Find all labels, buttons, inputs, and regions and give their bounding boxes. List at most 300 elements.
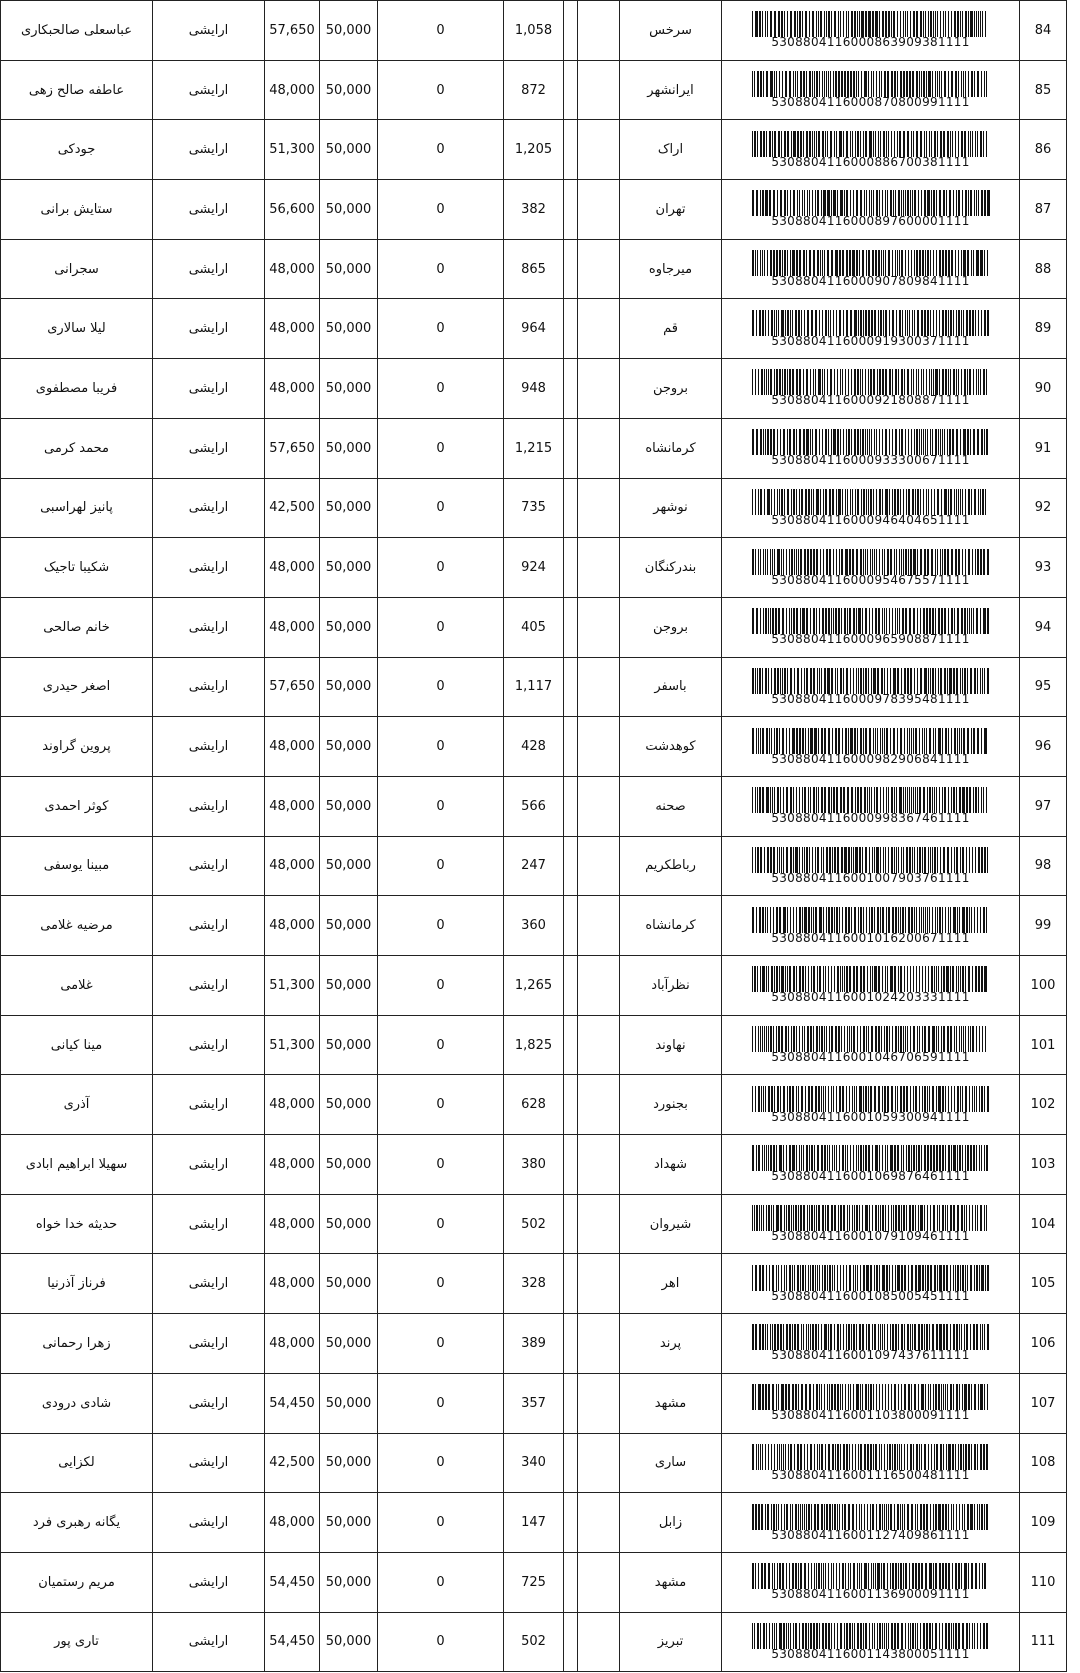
- base-amount-cell: 50,000: [320, 836, 378, 896]
- code-cell: 428: [504, 717, 564, 777]
- city-cell: پرند: [620, 1314, 722, 1374]
- table-row: [1, 1015, 1067, 1075]
- city-cell: بندرکنگان: [620, 538, 722, 598]
- barcode-cell: [722, 1373, 1020, 1433]
- recipient-name-cell: خانم صالحی: [1, 597, 153, 657]
- table-row: [1, 299, 1067, 359]
- barcode-icon: [752, 966, 990, 992]
- city-cell: ایرانشهر: [620, 60, 722, 120]
- price-cell: 48,000: [265, 60, 320, 120]
- category-cell: ارایشی: [153, 1373, 265, 1433]
- code-cell: 247: [504, 836, 564, 896]
- row-number-cell: 101: [1020, 1015, 1067, 1075]
- table-row: [1, 239, 1067, 299]
- table-row: [1, 1373, 1067, 1433]
- code-cell: 628: [504, 1075, 564, 1135]
- barcode-icon: [752, 1145, 990, 1171]
- barcode-cell: [722, 538, 1020, 598]
- code-cell: 382: [504, 180, 564, 240]
- recipient-name-cell: فریبا مصطفوی: [1, 359, 153, 419]
- zero-value-cell: 0: [378, 1015, 504, 1075]
- code-cell: 1,825: [504, 1015, 564, 1075]
- recipient-name-cell: ستایش برانی: [1, 180, 153, 240]
- city-cell: باسفر: [620, 657, 722, 717]
- barcode-cell: [722, 1493, 1020, 1553]
- row-number-cell: 105: [1020, 1254, 1067, 1314]
- city-cell: تهران: [620, 180, 722, 240]
- barcode-number: 5308804116000982906841111: [771, 751, 970, 766]
- zero-value-cell: 0: [378, 1612, 504, 1672]
- empty-cell: [564, 1612, 578, 1672]
- barcode-cell: [722, 1, 1020, 61]
- barcode-number: 5308804116000919300371111: [771, 333, 970, 348]
- empty-cell: [564, 1373, 578, 1433]
- category-cell: ارایشی: [153, 1314, 265, 1374]
- price-cell: 48,000: [265, 1493, 320, 1553]
- table-row: [1, 717, 1067, 777]
- table-row: [1, 956, 1067, 1016]
- row-number-cell: 104: [1020, 1194, 1067, 1254]
- empty-cell: [564, 1015, 578, 1075]
- barcode-icon: [752, 787, 990, 813]
- recipient-name-cell: حدیثه خدا خواه: [1, 1194, 153, 1254]
- barcode-icon: [752, 489, 990, 515]
- row-number-cell: 96: [1020, 717, 1067, 777]
- row-number-cell: 108: [1020, 1433, 1067, 1493]
- city-cell: سرخس: [620, 1, 722, 61]
- barcode-icon: [752, 369, 990, 395]
- empty-cell: [564, 538, 578, 598]
- price-cell: 42,500: [265, 1433, 320, 1493]
- barcode-icon: [752, 250, 990, 276]
- empty-cell: [564, 836, 578, 896]
- zero-value-cell: 0: [378, 418, 504, 478]
- empty-cell: [564, 597, 578, 657]
- price-cell: 51,300: [265, 956, 320, 1016]
- empty-cell: [578, 896, 620, 956]
- city-cell: رباطکریم: [620, 836, 722, 896]
- code-cell: 1,117: [504, 657, 564, 717]
- barcode-cell: [722, 299, 1020, 359]
- category-cell: ارایشی: [153, 597, 265, 657]
- recipient-name-cell: مبینا یوسفی: [1, 836, 153, 896]
- barcode-number: 5308804116001046706591111: [771, 1050, 970, 1065]
- empty-cell: [578, 1075, 620, 1135]
- barcode-number: 5308804116000863909381111: [771, 35, 970, 50]
- empty-cell: [578, 180, 620, 240]
- barcode-cell: [722, 359, 1020, 419]
- category-cell: ارایشی: [153, 359, 265, 419]
- barcode-icon: [752, 1384, 990, 1410]
- empty-cell: [564, 1314, 578, 1374]
- city-cell: مشهد: [620, 1552, 722, 1612]
- zero-value-cell: 0: [378, 896, 504, 956]
- base-amount-cell: 50,000: [320, 60, 378, 120]
- barcode-cell: [722, 1075, 1020, 1135]
- row-number-cell: 93: [1020, 538, 1067, 598]
- price-cell: 48,000: [265, 896, 320, 956]
- empty-cell: [578, 1373, 620, 1433]
- barcode-number: 5308804116000933300671111: [771, 453, 970, 468]
- base-amount-cell: 50,000: [320, 657, 378, 717]
- row-number-cell: 98: [1020, 836, 1067, 896]
- barcode-cell: [722, 60, 1020, 120]
- recipient-name-cell: جودکی: [1, 120, 153, 180]
- empty-cell: [564, 299, 578, 359]
- category-cell: ارایشی: [153, 717, 265, 777]
- base-amount-cell: 50,000: [320, 478, 378, 538]
- barcode-icon: [752, 1026, 990, 1052]
- city-cell: ساری: [620, 1433, 722, 1493]
- row-number-cell: 97: [1020, 776, 1067, 836]
- city-cell: نوشهر: [620, 478, 722, 538]
- table-row: [1, 1135, 1067, 1195]
- base-amount-cell: 50,000: [320, 1433, 378, 1493]
- table-row: [1, 1493, 1067, 1553]
- empty-cell: [578, 956, 620, 1016]
- base-amount-cell: 50,000: [320, 239, 378, 299]
- barcode-icon: [752, 11, 990, 37]
- category-cell: ارایشی: [153, 239, 265, 299]
- table-row: [1, 776, 1067, 836]
- empty-cell: [578, 478, 620, 538]
- table-row: [1, 1194, 1067, 1254]
- table-row: [1, 180, 1067, 240]
- code-cell: 1,265: [504, 956, 564, 1016]
- base-amount-cell: 50,000: [320, 538, 378, 598]
- row-number-cell: 99: [1020, 896, 1067, 956]
- table-row: [1, 1314, 1067, 1374]
- empty-cell: [564, 1075, 578, 1135]
- table-row: [1, 418, 1067, 478]
- recipient-name-cell: آذری: [1, 1075, 153, 1135]
- category-cell: ارایشی: [153, 776, 265, 836]
- empty-cell: [578, 239, 620, 299]
- city-cell: شیروان: [620, 1194, 722, 1254]
- empty-cell: [564, 1135, 578, 1195]
- base-amount-cell: 50,000: [320, 180, 378, 240]
- barcode-number: 5308804116001136900091111: [771, 1587, 970, 1602]
- recipient-name-cell: لیلا سالاری: [1, 299, 153, 359]
- code-cell: 725: [504, 1552, 564, 1612]
- barcode-icon: [752, 131, 990, 157]
- city-cell: بروجن: [620, 597, 722, 657]
- city-cell: بروجن: [620, 359, 722, 419]
- barcode-icon: [752, 190, 990, 216]
- code-cell: 502: [504, 1612, 564, 1672]
- base-amount-cell: 50,000: [320, 956, 378, 1016]
- base-amount-cell: 50,000: [320, 896, 378, 956]
- barcode-icon: [752, 608, 990, 634]
- table-row: [1, 120, 1067, 180]
- city-cell: نظرآباد: [620, 956, 722, 1016]
- price-cell: 48,000: [265, 1314, 320, 1374]
- recipient-name-cell: یگانه رهبری فرد: [1, 1493, 153, 1553]
- barcode-number: 5308804116000907809841111: [771, 274, 970, 289]
- table-row: [1, 359, 1067, 419]
- table-row: [1, 60, 1067, 120]
- recipient-name-cell: پروین گراوند: [1, 717, 153, 777]
- row-number-cell: 103: [1020, 1135, 1067, 1195]
- category-cell: ارایشی: [153, 657, 265, 717]
- base-amount-cell: 50,000: [320, 1254, 378, 1314]
- zero-value-cell: 0: [378, 776, 504, 836]
- price-cell: 48,000: [265, 239, 320, 299]
- row-number-cell: 102: [1020, 1075, 1067, 1135]
- city-cell: اهر: [620, 1254, 722, 1314]
- empty-cell: [564, 239, 578, 299]
- barcode-number: 5308804116000998367461111: [771, 811, 970, 826]
- zero-value-cell: 0: [378, 478, 504, 538]
- row-number-cell: 94: [1020, 597, 1067, 657]
- empty-cell: [564, 359, 578, 419]
- table-row: [1, 1075, 1067, 1135]
- category-cell: ارایشی: [153, 1075, 265, 1135]
- barcode-number: 5308804116001085005451111: [771, 1288, 970, 1303]
- recipient-name-cell: سجرانی: [1, 239, 153, 299]
- empty-cell: [564, 657, 578, 717]
- empty-cell: [578, 538, 620, 598]
- empty-cell: [578, 836, 620, 896]
- city-cell: اراک: [620, 120, 722, 180]
- barcode-icon: [752, 1086, 990, 1112]
- zero-value-cell: 0: [378, 239, 504, 299]
- barcode-number: 5308804116001103800091111: [771, 1408, 970, 1423]
- recipient-name-cell: شادی درودی: [1, 1373, 153, 1433]
- code-cell: 1,058: [504, 1, 564, 61]
- row-number-cell: 87: [1020, 180, 1067, 240]
- barcode-number: 5308804116001079109461111: [771, 1229, 970, 1244]
- price-cell: 48,000: [265, 1135, 320, 1195]
- recipient-name-cell: تاری پور: [1, 1612, 153, 1672]
- code-cell: 1,215: [504, 418, 564, 478]
- barcode-icon: [752, 1563, 990, 1589]
- zero-value-cell: 0: [378, 538, 504, 598]
- recipient-name-cell: سهیلا ابراهیم ابادی: [1, 1135, 153, 1195]
- category-cell: ارایشی: [153, 180, 265, 240]
- category-cell: ارایشی: [153, 538, 265, 598]
- price-cell: 48,000: [265, 1254, 320, 1314]
- empty-cell: [578, 1552, 620, 1612]
- code-cell: 389: [504, 1314, 564, 1374]
- price-cell: 48,000: [265, 1194, 320, 1254]
- barcode-icon: [752, 668, 990, 694]
- empty-cell: [578, 120, 620, 180]
- zero-value-cell: 0: [378, 1254, 504, 1314]
- empty-cell: [578, 1612, 620, 1672]
- price-cell: 48,000: [265, 597, 320, 657]
- zero-value-cell: 0: [378, 717, 504, 777]
- empty-cell: [578, 359, 620, 419]
- price-cell: 48,000: [265, 538, 320, 598]
- recipient-name-cell: مینا کیانی: [1, 1015, 153, 1075]
- barcode-number: 5308804116000965908871111: [771, 632, 970, 647]
- category-cell: ارایشی: [153, 1433, 265, 1493]
- city-cell: کوهدشت: [620, 717, 722, 777]
- category-cell: ارایشی: [153, 1015, 265, 1075]
- base-amount-cell: 50,000: [320, 1314, 378, 1374]
- price-cell: 51,300: [265, 120, 320, 180]
- barcode-cell: [722, 1015, 1020, 1075]
- barcode-number: 5308804116001116500481111: [771, 1467, 970, 1482]
- barcode-icon: [752, 310, 990, 336]
- empty-cell: [578, 60, 620, 120]
- recipient-name-cell: غلامی: [1, 956, 153, 1016]
- base-amount-cell: 50,000: [320, 597, 378, 657]
- row-number-cell: 107: [1020, 1373, 1067, 1433]
- empty-cell: [578, 1194, 620, 1254]
- price-cell: 48,000: [265, 836, 320, 896]
- category-cell: ارایشی: [153, 1612, 265, 1672]
- zero-value-cell: 0: [378, 1135, 504, 1195]
- barcode-number: 5308804116001016200671111: [771, 930, 970, 945]
- recipient-name-cell: عاطفه صالح زهی: [1, 60, 153, 120]
- category-cell: ارایشی: [153, 1254, 265, 1314]
- table-row: [1, 836, 1067, 896]
- empty-cell: [564, 120, 578, 180]
- code-cell: 735: [504, 478, 564, 538]
- base-amount-cell: 50,000: [320, 418, 378, 478]
- category-cell: ارایشی: [153, 418, 265, 478]
- price-cell: 54,450: [265, 1373, 320, 1433]
- zero-value-cell: 0: [378, 1314, 504, 1374]
- city-cell: مشهد: [620, 1373, 722, 1433]
- price-cell: 48,000: [265, 359, 320, 419]
- base-amount-cell: 50,000: [320, 299, 378, 359]
- row-number-cell: 95: [1020, 657, 1067, 717]
- table-row: [1, 478, 1067, 538]
- barcode-cell: [722, 1433, 1020, 1493]
- recipient-name-cell: اصغر حیدری: [1, 657, 153, 717]
- empty-cell: [578, 597, 620, 657]
- price-cell: 42,500: [265, 478, 320, 538]
- barcode-cell: [722, 1314, 1020, 1374]
- barcode-icon: [752, 728, 990, 754]
- barcode-number: 5308804116001007903761111: [771, 870, 970, 885]
- category-cell: ارایشی: [153, 1552, 265, 1612]
- base-amount-cell: 50,000: [320, 1015, 378, 1075]
- empty-cell: [578, 717, 620, 777]
- empty-cell: [564, 1493, 578, 1553]
- category-cell: ارایشی: [153, 1, 265, 61]
- barcode-number: 5308804116000921808871111: [771, 393, 970, 408]
- category-cell: ارایشی: [153, 478, 265, 538]
- city-cell: شهداد: [620, 1135, 722, 1195]
- category-cell: ارایشی: [153, 60, 265, 120]
- empty-cell: [564, 418, 578, 478]
- table-body: [1, 1, 1067, 1672]
- barcode-cell: [722, 1612, 1020, 1672]
- zero-value-cell: 0: [378, 1493, 504, 1553]
- code-cell: 924: [504, 538, 564, 598]
- barcode-icon: [752, 429, 990, 455]
- code-cell: 328: [504, 1254, 564, 1314]
- code-cell: 360: [504, 896, 564, 956]
- row-number-cell: 90: [1020, 359, 1067, 419]
- empty-cell: [578, 1015, 620, 1075]
- price-cell: 54,450: [265, 1552, 320, 1612]
- price-cell: 48,000: [265, 1075, 320, 1135]
- barcode-number: 5308804116000870800991111: [771, 95, 970, 110]
- barcode-number: 5308804116001143800051111: [771, 1646, 970, 1661]
- zero-value-cell: 0: [378, 1433, 504, 1493]
- barcode-number: 5308804116001069876461111: [771, 1169, 970, 1184]
- code-cell: 948: [504, 359, 564, 419]
- empty-cell: [578, 1135, 620, 1195]
- base-amount-cell: 50,000: [320, 1135, 378, 1195]
- zero-value-cell: 0: [378, 956, 504, 1016]
- barcode-cell: [722, 1194, 1020, 1254]
- barcode-number: 5308804116000946404651111: [771, 512, 970, 527]
- barcode-number: 5308804116000897600001111: [771, 214, 970, 229]
- zero-value-cell: 0: [378, 180, 504, 240]
- row-number-cell: 110: [1020, 1552, 1067, 1612]
- category-cell: ارایشی: [153, 120, 265, 180]
- code-cell: 380: [504, 1135, 564, 1195]
- empty-cell: [564, 1433, 578, 1493]
- price-cell: 51,300: [265, 1015, 320, 1075]
- recipient-name-cell: پانیز لهراسبی: [1, 478, 153, 538]
- barcode-number: 5308804116000886700381111: [771, 154, 970, 169]
- category-cell: ارایشی: [153, 1135, 265, 1195]
- price-cell: 54,450: [265, 1612, 320, 1672]
- recipient-name-cell: مرضیه غلامی: [1, 896, 153, 956]
- price-cell: 57,650: [265, 1, 320, 61]
- category-cell: ارایشی: [153, 956, 265, 1016]
- barcode-icon: [752, 907, 990, 933]
- city-cell: نهاوند: [620, 1015, 722, 1075]
- empty-cell: [564, 896, 578, 956]
- barcode-icon: [752, 1444, 990, 1470]
- city-cell: کرمانشاه: [620, 418, 722, 478]
- table-row: [1, 1612, 1067, 1672]
- row-number-cell: 111: [1020, 1612, 1067, 1672]
- base-amount-cell: 50,000: [320, 1552, 378, 1612]
- barcode-icon: [752, 549, 990, 575]
- row-number-cell: 84: [1020, 1, 1067, 61]
- base-amount-cell: 50,000: [320, 120, 378, 180]
- table-row: [1, 657, 1067, 717]
- code-cell: 1,205: [504, 120, 564, 180]
- row-number-cell: 91: [1020, 418, 1067, 478]
- price-cell: 48,000: [265, 776, 320, 836]
- base-amount-cell: 50,000: [320, 1493, 378, 1553]
- table-row: [1, 597, 1067, 657]
- zero-value-cell: 0: [378, 359, 504, 419]
- city-cell: میرجاوه: [620, 239, 722, 299]
- code-cell: 502: [504, 1194, 564, 1254]
- barcode-cell: [722, 180, 1020, 240]
- empty-cell: [564, 776, 578, 836]
- empty-cell: [564, 717, 578, 777]
- category-cell: ارایشی: [153, 1493, 265, 1553]
- empty-cell: [564, 60, 578, 120]
- code-cell: 357: [504, 1373, 564, 1433]
- barcode-icon: [752, 1504, 990, 1530]
- city-cell: کرمانشاه: [620, 896, 722, 956]
- base-amount-cell: 50,000: [320, 1, 378, 61]
- barcode-cell: [722, 120, 1020, 180]
- recipient-name-cell: محمد کرمی: [1, 418, 153, 478]
- barcode-cell: [722, 717, 1020, 777]
- category-cell: ارایشی: [153, 1194, 265, 1254]
- code-cell: 566: [504, 776, 564, 836]
- code-cell: 872: [504, 60, 564, 120]
- city-cell: تبریز: [620, 1612, 722, 1672]
- recipient-name-cell: شکیبا تاجیک: [1, 538, 153, 598]
- recipient-name-cell: فرناز آذرنیا: [1, 1254, 153, 1314]
- table-row: [1, 896, 1067, 956]
